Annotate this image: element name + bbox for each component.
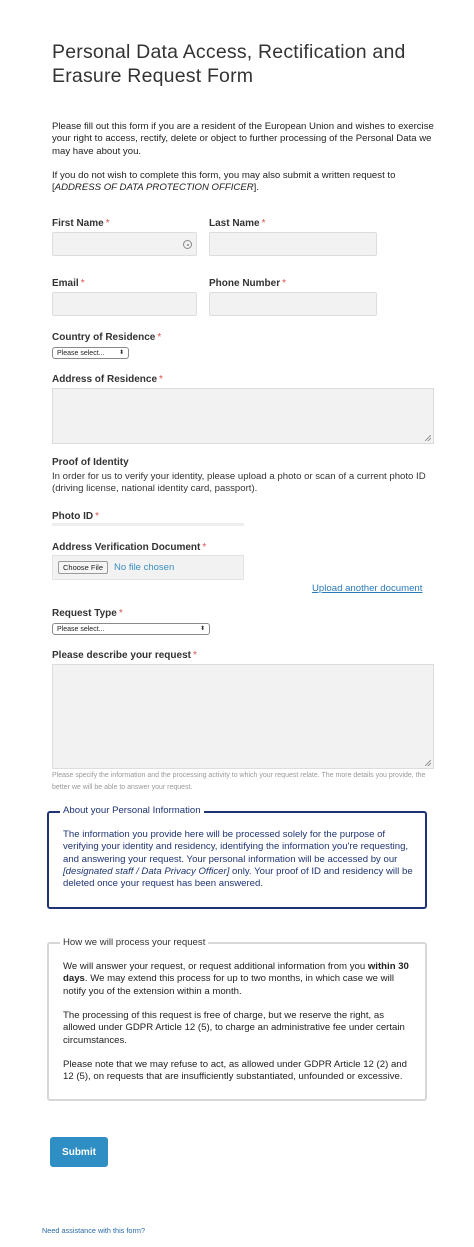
no-file-status: No file chosen xyxy=(114,562,175,573)
choose-file-button[interactable]: Choose File xyxy=(58,561,108,574)
photo-id-label: Photo ID * xyxy=(52,511,100,522)
phone-label: Phone Number * xyxy=(209,278,287,289)
required-marker: * xyxy=(118,608,123,619)
required-marker: * xyxy=(80,278,85,289)
first-name-label: First Name * xyxy=(52,218,110,229)
intro-alt-text: If you do not wish to complete this form, you may also submit a written request to [ xyxy=(52,170,396,194)
intro-paragraph: Please fill out this form if you are a resident of the European Union and wishes to exercise your right to access, rectify, delete or object to further processing of the Personal Data we may have about you. xyxy=(52,121,434,157)
assistance-link[interactable]: Need assistance with this form? xyxy=(42,1226,146,1235)
last-name-label: Last Name * xyxy=(209,218,266,229)
country-select-value: Please select... xyxy=(57,349,105,357)
email-label: Email * xyxy=(52,278,85,289)
about-personal-info-box xyxy=(47,805,427,909)
address-textarea[interactable] xyxy=(52,388,434,444)
submit-button[interactable]: Submit xyxy=(50,1137,108,1167)
resize-handle-icon[interactable] xyxy=(425,760,431,766)
process-request-box xyxy=(47,937,427,1101)
designated-staff-placeholder: [designated staff / Data Privacy Officer] xyxy=(63,865,230,877)
select-arrows-icon: ⬍ xyxy=(118,350,124,356)
process-legend: How we will process your request xyxy=(60,937,208,949)
required-marker: * xyxy=(95,511,100,522)
country-select[interactable] xyxy=(52,347,129,359)
process-text-3: Please note that we may refuse to act, as allowed under GDPR Article 12 (2) and 12 (5), on requests that are insufficiently substantiated, unfounded or excessive. xyxy=(63,1059,407,1083)
process-text-2: The processing of this request is free of charge, but we reserve the right, as allowed under GDPR Article 12 (5), to charge an administrative fee under certain circumstances. xyxy=(63,1010,405,1046)
about-text: The information you provide here will be processed solely for the purpose of verifying your identity and residency, identifying the information you're requesting, and answering your request. Your personal information will be accessed by our [designated staff / Data Privacy Officer] only. Your proof of ID and residency will be deleted once your request has been answered. xyxy=(63,829,413,890)
email-input[interactable] xyxy=(52,292,197,316)
autofill-key-icon xyxy=(183,240,192,249)
thirty-days-emphasis: within 30 days xyxy=(63,961,409,985)
required-marker: * xyxy=(282,278,287,289)
dpo-address-placeholder: ADDRESS OF DATA PROTECTION OFFICER xyxy=(54,182,254,194)
proof-of-identity-text: In order for us to verify your identity, please upload a photo or scan of a current photo ID (driving license, national identity card, passport). xyxy=(52,471,426,495)
describe-textarea[interactable] xyxy=(52,664,434,769)
request-type-select-value: Please select... xyxy=(57,625,105,633)
describe-help-text: Please specify the information and the processing activity to which your request relate. The more details you provide, the better we will be able to answer your request. xyxy=(52,772,426,791)
page-title: Personal Data Access, Rectification and Erasure Request Form xyxy=(52,41,406,87)
required-marker: * xyxy=(159,374,163,385)
proof-of-identity-heading: Proof of Identity xyxy=(52,457,129,468)
first-name-input[interactable] xyxy=(52,232,197,256)
required-marker: * xyxy=(105,218,110,229)
last-name-input[interactable] xyxy=(209,232,377,256)
request-type-label: Request Type * xyxy=(52,608,123,619)
required-marker: * xyxy=(157,332,162,343)
resize-handle-icon[interactable] xyxy=(425,435,431,441)
about-legend: About your Personal Information xyxy=(60,805,204,817)
intro-alternative-paragraph xyxy=(52,170,437,195)
required-marker: * xyxy=(192,650,197,661)
address-doc-upload xyxy=(52,555,244,580)
phone-input[interactable] xyxy=(209,292,377,316)
required-marker: * xyxy=(202,542,207,553)
select-arrows-icon: ⬍ xyxy=(199,626,205,632)
country-label: Country of Residence * xyxy=(52,332,162,343)
address-label: Address of Residence * xyxy=(52,374,163,385)
address-doc-label: Address Verification Document * xyxy=(52,542,207,553)
upload-another-link[interactable]: Upload another document xyxy=(312,583,423,594)
required-marker: * xyxy=(261,218,266,229)
request-type-select[interactable] xyxy=(52,623,210,635)
process-text-1: We will answer your request, or request additional information from you within 30 days. We may extend this process for up to two months, in which case we will notify you of the extension within a month. xyxy=(63,961,409,997)
intro-alt-end: ]. xyxy=(253,182,260,194)
describe-label: Please describe your request * xyxy=(52,650,197,661)
photo-id-upload[interactable] xyxy=(52,523,244,526)
